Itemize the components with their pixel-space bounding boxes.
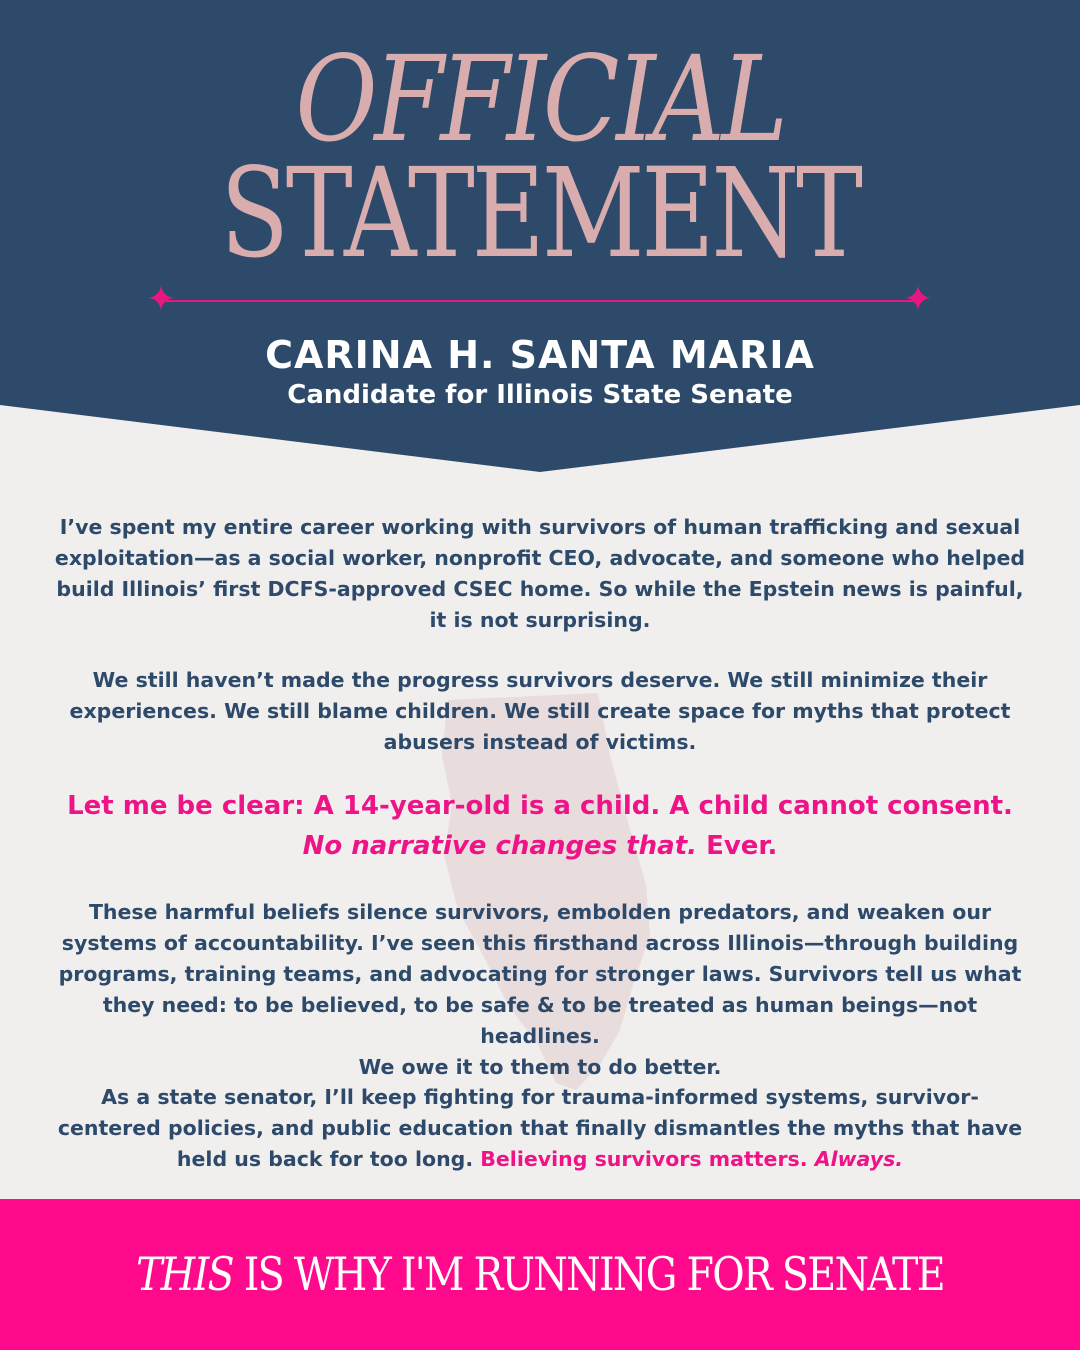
paragraph-progress: We still haven’t made the progress survivors deserve. We still minimize their experiences. We still blame children. We still create space for myths that protect abusers instead of victims. xyxy=(69,668,1011,754)
footer-banner xyxy=(0,1199,1080,1350)
always-text: Always. xyxy=(814,1147,904,1171)
paragraph-state-senator-text: As a state senator, I’ll keep fighting for trauma-informed systems, survivor-centered policies, and public education that finally dismantles the myths that have held us back for too long. xyxy=(57,1085,1023,1171)
candidate-name: CARINA H. SANTA MARIA xyxy=(265,333,815,377)
divider-line xyxy=(160,300,918,302)
title-official: OFFICIAL xyxy=(295,30,785,168)
paragraph-harmful-beliefs-last: We owe it to them to do better. xyxy=(358,1055,722,1079)
footer-slogan xyxy=(76,1249,1005,1299)
paragraph-career: I’ve spent my entire career working with survivors of human trafficking and sexual exploitation—as a social worker, nonprofit CEO, advocate, and someone who helped build Illinois’ first DCFS-approved CSEC home. So while the Epstein news is painful, it is not surprising. xyxy=(54,515,1026,632)
paragraph-state-senator xyxy=(50,1082,1030,1175)
callout-line-2 xyxy=(40,826,1040,866)
callout-italic: No narrative changes that. xyxy=(302,831,698,861)
title-statement: STATEMENT xyxy=(220,142,860,286)
paragraph-harmful-beliefs xyxy=(50,897,1030,1083)
sparkle-icon: ✦ xyxy=(145,279,177,320)
callout-ever: Ever. xyxy=(697,831,778,861)
sparkle-icon: ✦ xyxy=(902,279,934,320)
footer-rest: IS WHY I'M RUNNING FOR SENATE xyxy=(232,1247,944,1301)
footer-this: THIS xyxy=(136,1247,233,1301)
believing-survivors-text: Believing survivors matters. xyxy=(480,1147,815,1171)
callout-line-1: Let me be clear: A 14-year-old is a child. A child cannot consent. xyxy=(67,791,1013,821)
paragraph-harmful-beliefs-text: These harmful beliefs silence survivors, embolden predators, and weaken our systems of accountability. I’ve seen this firsthand across Illinois—through building programs, training teams, and advocating for stronger laws. Survivors tell us what they need: to be believed, to be safe & to be treated as human beings—not headlines. xyxy=(58,900,1022,1048)
candidate-subtitle: Candidate for Illinois State Senate xyxy=(287,380,793,410)
